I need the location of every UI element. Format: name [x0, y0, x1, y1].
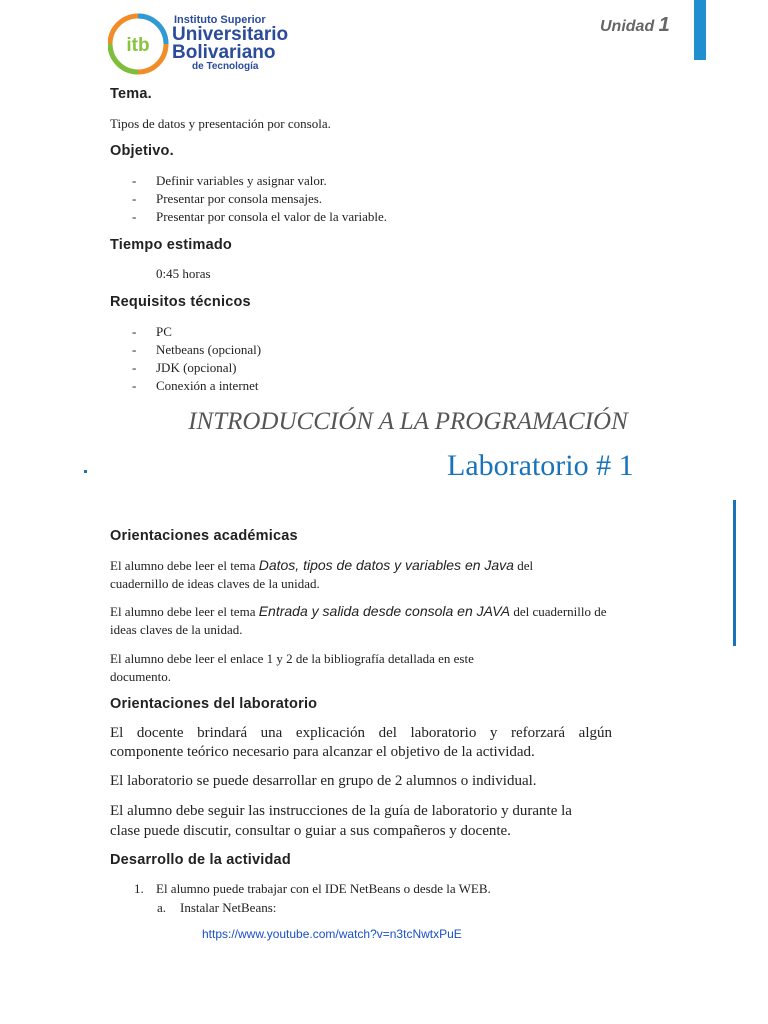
laboratorio-paragraph-3-cont: clase puede discutir, consultar o guiar a sus compañeros y docente. [110, 823, 511, 839]
orientaciones-laboratorio-heading: Orientaciones del laboratorio [110, 696, 318, 712]
unit-accent-bar [694, 0, 706, 60]
list-item: JDK (opcional) [156, 360, 237, 375]
decorative-dot [84, 470, 87, 473]
list-bullet: - [132, 324, 137, 339]
tema-text: Tipos de datos y presentación por consola. [110, 116, 331, 131]
academicas-paragraph-2-cont: ideas claves de la unidad. [110, 622, 243, 637]
text-run: del cuadernillo de [510, 604, 607, 619]
list-bullet: - [132, 360, 137, 375]
list-item: Conexión a internet [156, 378, 259, 393]
step-number: 1. [134, 881, 144, 896]
substep-letter: a. [157, 900, 167, 915]
tema-heading: Tema. [110, 86, 152, 102]
logo-line4: de Tecnología [192, 61, 259, 72]
lab-title: Laboratorio # 1 [447, 449, 634, 482]
laboratorio-paragraph-3: El alumno debe seguir las instrucciones de la guía de laboratorio y durante la [110, 803, 572, 819]
unit-label [600, 14, 670, 37]
main-title: INTRODUCCIÓN A LA PROGRAMACIÓN [188, 408, 628, 435]
laboratorio-paragraph-2: El laboratorio se puede desarrollar en grupo de 2 alumnos o individual. [110, 773, 537, 789]
logo-line1: Instituto Superior [174, 14, 266, 26]
academicas-paragraph-1-cont: cuadernillo de ideas claves de la unidad. [110, 576, 320, 591]
topic-italic: Entrada y salida desde consola en JAVA [258, 603, 511, 619]
academicas-paragraph-3: El alumno debe leer el enlace 1 y 2 de la bibliografía detallada en este [110, 651, 474, 666]
laboratorio-paragraph-1: El docente brindará una explicación del laboratorio y reforzará algún [110, 725, 612, 741]
unit-number: 1 [658, 14, 670, 36]
logo-line3: Bolivariano [172, 42, 276, 63]
requisitos-heading: Requisitos técnicos [110, 294, 251, 310]
substep-a-text: Instalar NetBeans: [180, 900, 277, 915]
list-bullet: - [132, 378, 137, 393]
list-bullet: - [132, 173, 137, 188]
list-bullet: - [132, 209, 137, 224]
laboratorio-paragraph-1-cont: componente teórico necesario para alcanzar el objetivo de la actividad. [110, 744, 535, 760]
list-item: PC [156, 324, 172, 339]
logo-mark: itb [126, 35, 150, 56]
academicas-paragraph-1 [110, 557, 533, 574]
academicas-paragraph-3-cont: documento. [110, 669, 172, 684]
list-item: Presentar por consola el valor de la variable. [156, 209, 388, 224]
list-bullet: - [132, 191, 137, 206]
itb-logo [108, 12, 288, 76]
tiempo-heading: Tiempo estimado [110, 237, 232, 253]
unit-text: Unidad [600, 18, 655, 35]
academicas-paragraph-2 [110, 603, 607, 620]
youtube-link[interactable]: https://www.youtube.com/watch?v=n3tcNwtxPuE [202, 927, 462, 941]
list-item: Netbeans (opcional) [156, 342, 262, 357]
step-1-text: El alumno puede trabajar con el IDE NetBeans o desde la WEB. [156, 881, 491, 896]
text-run: del [513, 558, 534, 573]
logo-line2: Universitario [172, 24, 289, 45]
list-item: Presentar por consola mensajes. [156, 191, 323, 206]
tiempo-value: 0:45 horas [156, 266, 211, 281]
list-item: Definir variables y asignar valor. [156, 173, 327, 188]
list-bullet: - [132, 342, 137, 357]
orientaciones-academicas-heading: Orientaciones académicas [110, 528, 298, 544]
objetivo-heading: Objetivo. [110, 143, 174, 159]
text-run: El alumno debe leer el tema [110, 558, 259, 573]
text-run: El alumno debe leer el tema [110, 604, 259, 619]
desarrollo-heading: Desarrollo de la actividad [110, 852, 291, 868]
topic-italic: Datos, tipos de datos y variables en Java [258, 557, 514, 573]
side-accent-line [733, 500, 736, 646]
